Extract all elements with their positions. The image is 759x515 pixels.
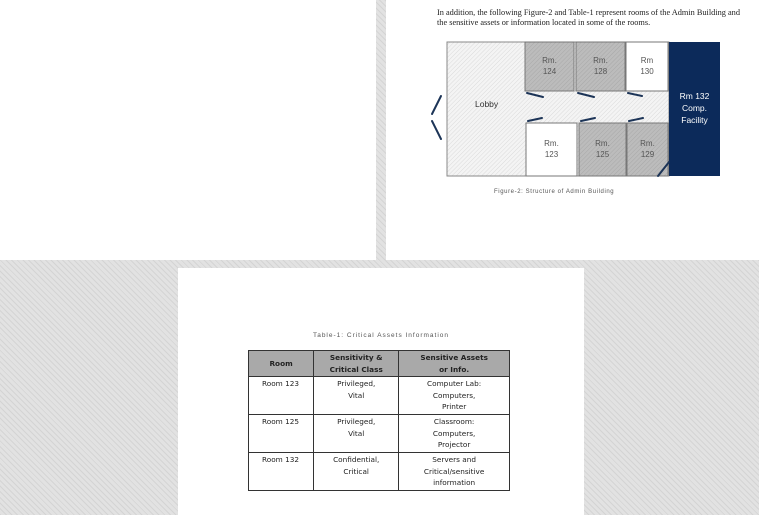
critical-assets-table — [248, 350, 510, 491]
room-130-label-line2: 130 — [640, 67, 654, 76]
cell-info: Classroom: Computers, Projector — [399, 415, 510, 453]
cell-room: Room 132 — [249, 453, 314, 491]
cell-class: Privileged, Vital — [314, 377, 399, 415]
room-124-label-line2: 124 — [542, 67, 557, 76]
table-row — [249, 453, 510, 491]
cell-class: Privileged, Vital — [314, 415, 399, 453]
room-132-label-line3: Facility — [681, 115, 708, 125]
document-page-figure — [386, 0, 759, 260]
header-sensitivity-class: Sensitivity & Critical Class — [314, 351, 399, 377]
room-125-label-line1: Rm. — [595, 139, 610, 148]
table-caption: Table-1: Critical Assets Information — [312, 332, 450, 339]
table-header-row — [249, 351, 510, 377]
room-130-label-line1: Rm — [640, 56, 654, 65]
room-128-label-line1: Rm. — [593, 56, 608, 65]
table-row — [249, 415, 510, 453]
document-page-table — [178, 268, 584, 515]
cell-info: Servers and Critical/sensitive information — [399, 453, 510, 491]
room-132-label-line2: Comp. — [681, 103, 708, 113]
room-129-label-line1: Rm. — [640, 139, 655, 148]
table-row — [249, 377, 510, 415]
blank-page-left — [0, 0, 376, 260]
room-125-label-line2: 125 — [595, 150, 610, 159]
room-124-label-line1: Rm. — [542, 56, 557, 65]
lobby-label: Lobby — [475, 99, 499, 109]
room-123-label-line1: Rm. — [544, 139, 559, 148]
cell-info: Computer Lab: Computers, Printer — [399, 377, 510, 415]
cell-room: Room 125 — [249, 415, 314, 453]
cell-room: Room 123 — [249, 377, 314, 415]
room-132-label-line1: Rm 132 — [679, 91, 710, 101]
header-sensitive-assets: Sensitive Assets or Info. — [399, 351, 510, 377]
admin-building-floorplan — [421, 41, 721, 177]
room-128-label-line2: 128 — [593, 67, 608, 76]
room-129-label-line2: 129 — [640, 150, 655, 159]
intro-paragraph: In addition, the following Figure-2 and Table-1 represent rooms of the Admin Building and the sensitive assets or information located in some of the rooms. — [437, 8, 740, 27]
cell-class: Confidential, Critical — [314, 453, 399, 491]
figure-caption: Figure-2: Structure of Admin Building — [494, 189, 615, 195]
header-room: Room — [249, 351, 314, 377]
room-123-label-line2: 123 — [544, 150, 559, 159]
